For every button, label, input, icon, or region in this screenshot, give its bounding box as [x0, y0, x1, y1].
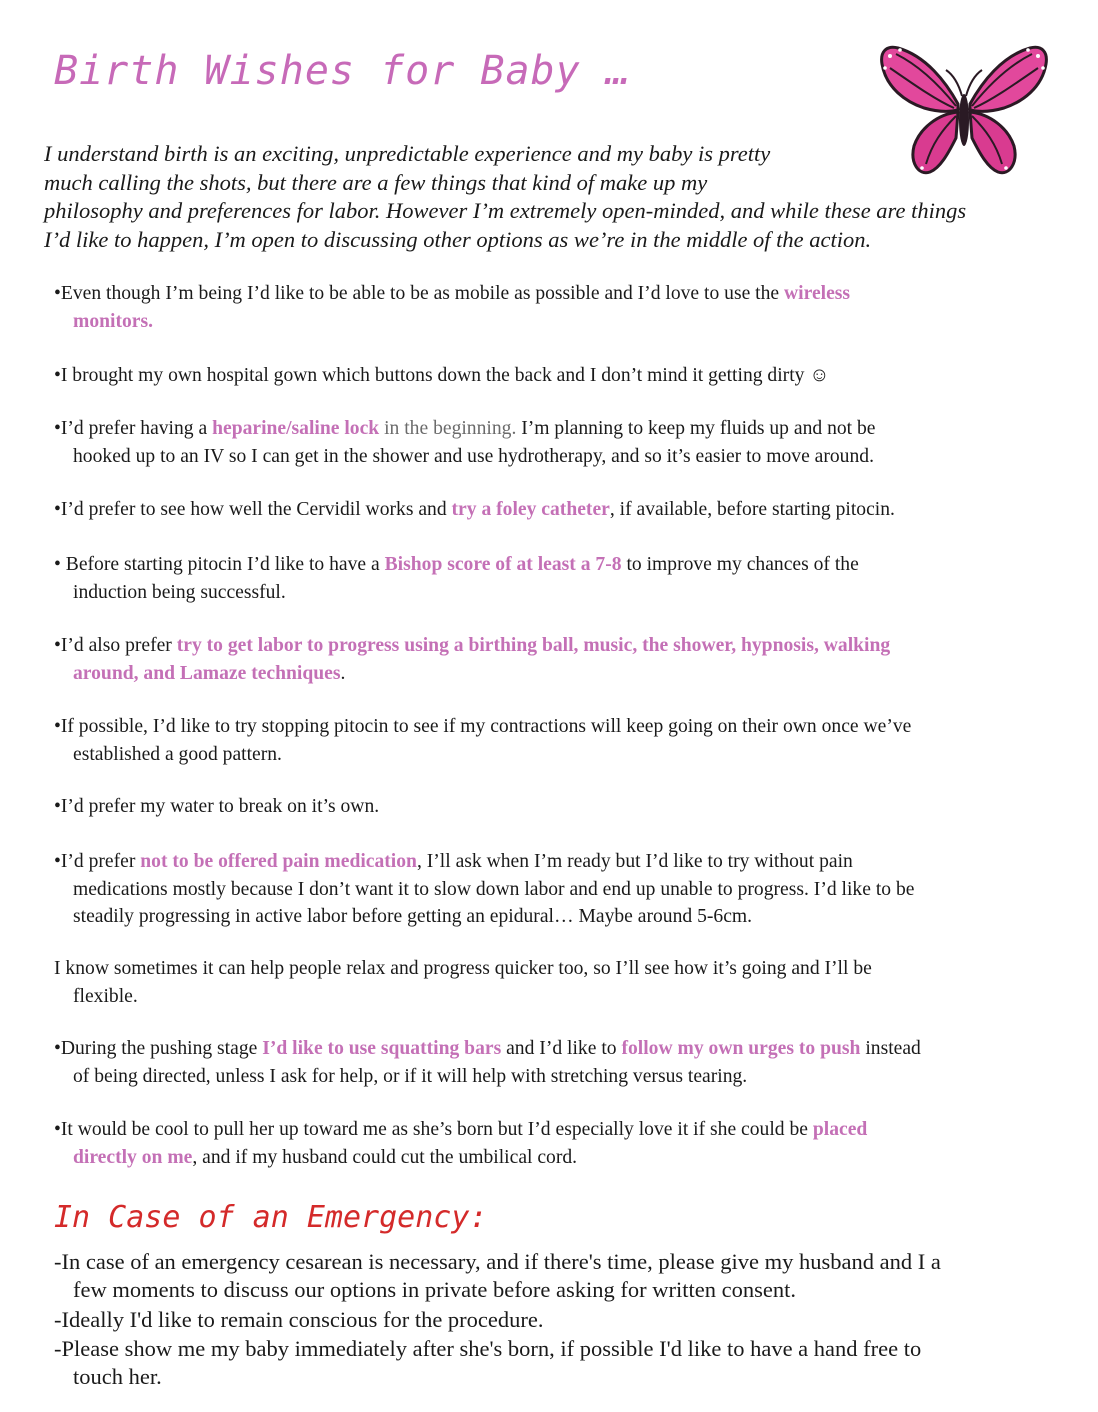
wish-text: , if available, before starting pitocin. [609, 499, 895, 520]
wish-text: medications mostly because I don’t want it to slow down labor and end up unable to progress. I’d like to be [73, 878, 915, 900]
wish-hospital-gown [54, 362, 1064, 390]
wish-labor-progress [54, 632, 1064, 687]
wish-highlight: try a foley catheter [451, 499, 610, 520]
wish-text: induction being successful. [73, 581, 286, 603]
intro-line: I’d like to happen, I’m open to discussing other options as we’re in the middle of the action. [44, 226, 872, 252]
emergency-text: -In case of an emergency cesarean is necessary, and if there's time, please give my husband and I a [54, 1249, 941, 1274]
wish-text: hooked up to an IV so I can get in the shower and use hydrotherapy, and so it’s easier to move around. [73, 445, 874, 467]
intro-line: I understand birth is an exciting, unpredictable experience and my baby is pretty [44, 141, 771, 166]
wish-highlight: Bishop score of at least a 7-8 [384, 554, 622, 575]
emergency-conscious [54, 1306, 1074, 1334]
intro-line: much calling the shots, but there are a few things that kind of make up my [44, 169, 708, 195]
wish-pushing-stage [54, 1035, 1064, 1090]
emergency-show-baby [54, 1335, 1074, 1392]
wish-highlight: monitors. [73, 310, 154, 332]
intro-line: philosophy and preferences for labor. However I’m extremely open-minded, and while these are things [44, 198, 967, 224]
wish-text: , I’ll ask when I’m ready but I’d like to try without pain [416, 851, 853, 872]
emergency-text: -Please show me my baby immediately after she's born, if possible I'd like to have a hand free to [54, 1336, 922, 1361]
wish-water-break [54, 793, 1064, 821]
emergency-text: few moments to discuss our options in private before asking for written consent. [73, 1277, 796, 1303]
wish-text: •Even though I’m being I’d like to be able to be as mobile as possible and I’d love to use the [54, 283, 785, 304]
wish-stop-pitocin [54, 713, 1064, 768]
wish-text: •I’d prefer to see how well the Cervidil works and [54, 499, 452, 520]
wish-text: •During the pushing stage [54, 1038, 263, 1059]
wish-text: •I’d prefer my water to break on it’s own. [54, 796, 380, 817]
wish-highlight: placed [812, 1119, 868, 1140]
wish-highlight: wireless [784, 283, 851, 304]
wish-text: I’m planning to keep my fluids up and not be [516, 418, 876, 439]
wish-mobile-monitors [54, 280, 1064, 335]
wish-text: of being directed, unless I ask for help, or if it will help with stretching versus tearing. [73, 1065, 748, 1087]
wish-text: •I’d prefer [54, 851, 141, 872]
wish-text: •If possible, I’d like to try stopping pitocin to see if my contractions will keep going on their own once we’ve [54, 716, 912, 737]
page-title: Birth Wishes for Baby … [54, 48, 631, 94]
wish-bishop-score [54, 551, 1064, 606]
wish-highlight: heparine/saline lock [212, 418, 380, 439]
wish-highlight: try to get labor to progress using a birthing ball, music, the shower, hypnosis, walking [176, 635, 891, 656]
wish-text: I know sometimes it can help people relax and progress quicker too, so I’ll see how it’s going and I’ll be [54, 958, 872, 979]
wish-text: . [340, 662, 346, 684]
wish-foley-catheter [54, 496, 1064, 524]
wish-text: , and if my husband could cut the umbilical cord. [192, 1146, 578, 1168]
wish-pain-medication [54, 848, 1064, 931]
wish-highlight: directly on me [73, 1146, 193, 1168]
wish-text: instead [860, 1038, 921, 1059]
emergency-text: touch her. [73, 1364, 162, 1390]
wish-placed-on-me [54, 1116, 1064, 1171]
intro-paragraph [44, 140, 1084, 254]
wish-highlight: not to be offered pain medication [140, 851, 417, 872]
wish-highlight: around, and Lamaze techniques [73, 662, 341, 684]
wish-text: flexible. [73, 985, 138, 1007]
wish-highlight: follow my own urges to push [621, 1038, 861, 1059]
wish-highlight: I’d like to use squatting bars [262, 1038, 502, 1059]
wish-text: to improve my chances of the [621, 554, 859, 575]
wish-text: and I’d like to [501, 1038, 622, 1059]
wish-text: •I’d also prefer [54, 635, 177, 656]
wish-text: • Before starting pitocin I’d like to have a [54, 554, 385, 575]
wish-text: •It would be cool to pull her up toward me as she’s born but I’d especially love it if she could be [54, 1119, 813, 1140]
wish-text: steadily progressing in active labor before getting an epidural… Maybe around 5-6cm. [73, 906, 753, 928]
wish-saline-lock [54, 415, 1064, 470]
wish-flexible [54, 955, 1064, 1010]
wish-text: •I brought my own hospital gown which buttons down the back and I don’t mind it getting dirty ☺ [54, 365, 830, 386]
wish-text: in the beginning. [379, 418, 517, 439]
emergency-text: -Ideally I'd like to remain conscious for the procedure. [54, 1307, 544, 1332]
wish-text: •I’d prefer having a [54, 418, 213, 439]
wish-text: established a good pattern. [73, 743, 282, 765]
emergency-cesarean [54, 1248, 1074, 1305]
emergency-heading: In Case of an Emergency: [54, 1200, 488, 1235]
